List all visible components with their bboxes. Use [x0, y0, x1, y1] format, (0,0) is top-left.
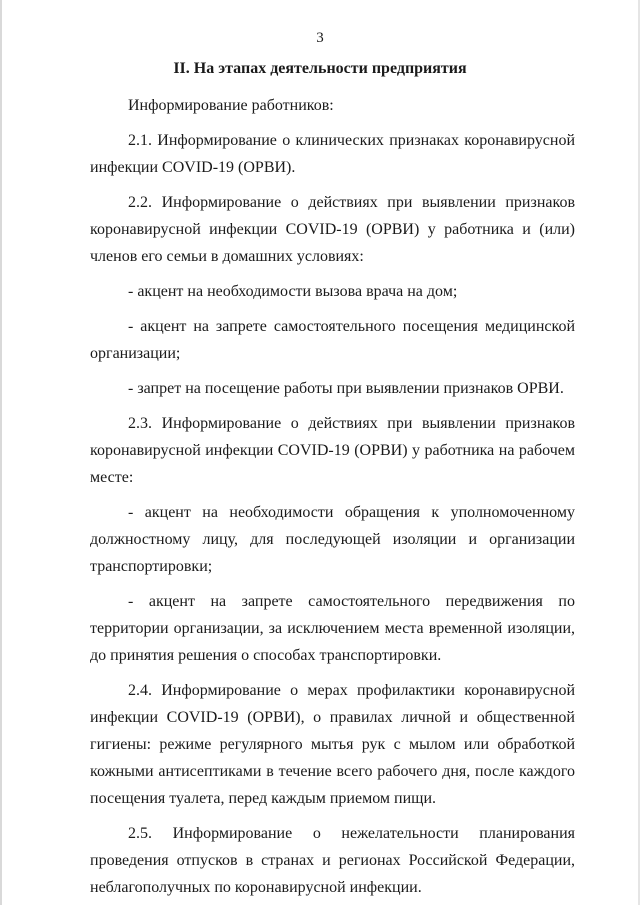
paragraph-2-3: 2.3. Информирование о действиях при выявлении признаков коронавирусной инфекции COVID-19 (ОРВИ) у работника на рабочем месте:: [90, 415, 575, 486]
paragraph-2-1: 2.1. Информирование о клинических признаках коронавирусной инфекции COVID-19 (ОРВИ).: [90, 132, 575, 176]
bullet-work-attendance-ban: - запрет на посещение работы при выявлении признаков ОРВИ.: [128, 380, 564, 397]
paragraph-2-4: 2.4. Информирование о мерах профилактики коронавирусной инфекции COVID-19 (ОРВИ), о правилах личной и общественной гигиены: режиме регулярного мытья рук с мылом или обработкой кожными антисептиками в течение всего рабочего дня, после каждого посещения туалета, перед каждым приемом пищи.: [90, 682, 575, 807]
bullet-medical-visit-ban: - акцент на запрете самостоятельного посещения медицинской организации;: [90, 318, 575, 362]
bullet-doctor-home-visit: - акцент на необходимости вызова врача на дом;: [128, 283, 458, 300]
page-number: 3: [316, 30, 324, 46]
bullet-contact-authorized-person: - акцент на необходимости обращения к уполномоченному должностному лицу, для последующей изоляции и организации транспортировки;: [90, 504, 575, 575]
paragraph-2-5: 2.5. Информирование о нежелательности планирования проведения отпусков в странах и регионах Российской Федерации, неблагополучных по коронавирусной инфекции.: [90, 825, 575, 896]
paragraph-2-2: 2.2. Информирование о действиях при выявлении признаков коронавирусной инфекции COVID-19 (ОРВИ) у работника и (или) членов его семьи в домашних условиях:: [90, 194, 575, 265]
scan-edge-left: [0, 0, 2, 905]
bullet-movement-ban: - акцент на запрете самостоятельного передвижения по территории организации, за исключением места временной изоляции, до принятия решения о способах транспортировки.: [90, 593, 575, 664]
paragraph-intro: Информирование работников:: [128, 97, 334, 114]
document-body: [90, 92, 575, 909]
section-title: II. На этапах деятельности предприятия: [173, 60, 467, 77]
